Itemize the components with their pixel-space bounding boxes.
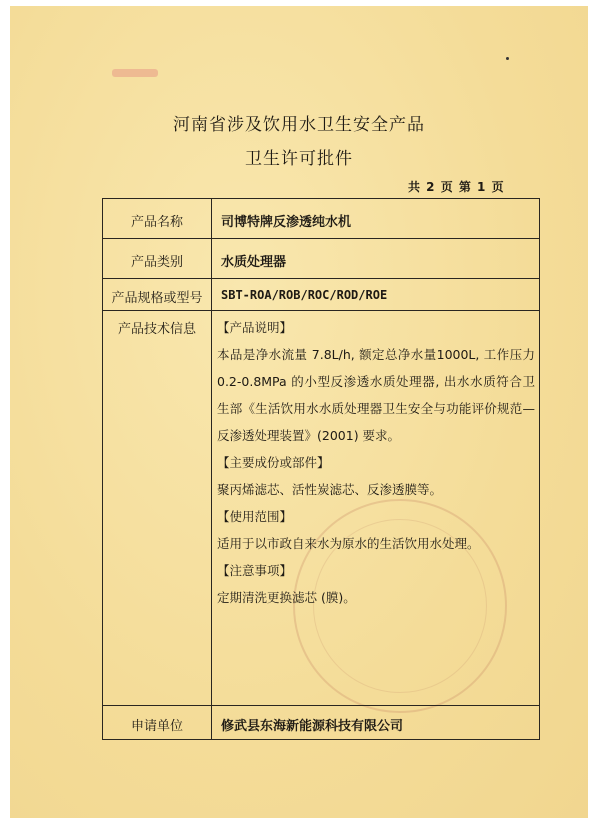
row-divider	[103, 705, 539, 706]
column-divider	[211, 199, 212, 739]
section-text: 适用于以市政自来水为原水的生活饮用水处理。	[217, 536, 480, 551]
red-ink-mark	[112, 69, 158, 77]
section-heading: 【注意事项】	[217, 563, 293, 578]
model-label: 产品规格或型号	[111, 291, 203, 306]
section-text: 本品是净水流量 7.8L/h, 额定总净水量1000L, 工作压力 0.2-0.8MPa 的小型反渗透水质处理器, 出水水质符合卫生部《生活饮用水水质处理器卫生安全与功能评价规范—反渗透处理装置》(2001) 要求。	[217, 347, 535, 443]
document-title: 河南省涉及饮用水卫生安全产品	[173, 115, 425, 135]
product-name-value: 司博特牌反渗透纯水机	[221, 215, 352, 230]
row-divider	[103, 310, 539, 311]
document-subtitle: 卫生许可批件	[245, 149, 353, 169]
row-divider	[103, 278, 539, 279]
product-name-label: 产品名称	[130, 215, 183, 230]
section-text: 聚丙烯滤芯、活性炭滤芯、反渗透膜等。	[217, 482, 443, 497]
section-heading: 【产品说明】	[217, 320, 293, 335]
section-text: 定期清洗更换滤芯 (膜)。	[217, 590, 356, 605]
tech-info-content	[217, 314, 535, 611]
section-heading: 【主要成份或部件】	[217, 455, 330, 470]
product-category-label: 产品类别	[130, 255, 183, 270]
applicant-label: 申请单位	[130, 719, 183, 734]
section-heading: 【使用范围】	[217, 509, 293, 524]
product-category-value: 水质处理器	[221, 255, 287, 270]
ink-dot	[506, 57, 509, 60]
page-indicator: 共 2 页 第 1 页	[408, 180, 505, 194]
tech-info-label: 产品技术信息	[117, 322, 196, 337]
row-divider	[103, 238, 539, 239]
model-value: SBT-ROA/ROB/ROC/ROD/ROE	[221, 288, 388, 302]
applicant-value: 修武县东海新能源科技有限公司	[221, 719, 404, 734]
